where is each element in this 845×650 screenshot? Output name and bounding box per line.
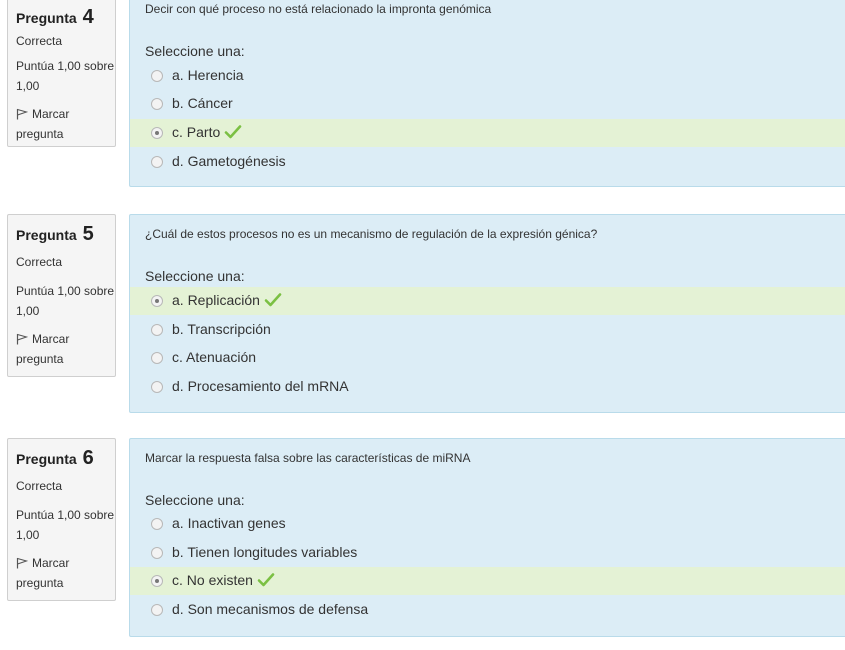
answer-option[interactable] bbox=[130, 90, 845, 118]
question-text: ¿Cuál de estos procesos no es un mecanismo de regulación de la expresión génica? bbox=[145, 227, 598, 241]
answer-option[interactable] bbox=[130, 148, 845, 176]
radio-button[interactable] bbox=[151, 381, 163, 393]
answer-label: d. Procesamiento del mRNA bbox=[172, 378, 349, 394]
question-text: Marcar la respuesta falsa sobre las características de miRNA bbox=[145, 451, 471, 465]
question-state: Correcta bbox=[16, 34, 63, 48]
answer-label: b. Cáncer bbox=[172, 95, 233, 111]
answer-option[interactable] bbox=[130, 316, 845, 344]
question-number: Pregunta 5 bbox=[16, 223, 94, 245]
answer-label: c. Atenuación bbox=[172, 349, 257, 365]
select-prompt: Seleccione una: bbox=[145, 43, 245, 59]
question-info bbox=[7, 0, 116, 147]
question-state: Correcta bbox=[16, 479, 63, 493]
flag-question-link[interactable] bbox=[16, 104, 116, 144]
flag-icon bbox=[16, 333, 28, 345]
question-content bbox=[129, 0, 845, 187]
check-icon bbox=[224, 124, 242, 140]
question-4 bbox=[0, 0, 845, 197]
select-prompt: Seleccione una: bbox=[145, 268, 245, 284]
answer-label: d. Son mecanismos de defensa bbox=[172, 601, 369, 617]
answer-option[interactable] bbox=[130, 596, 845, 624]
flag-label: Marcar pregunta bbox=[16, 332, 70, 366]
flag-label: Marcar pregunta bbox=[16, 556, 70, 590]
radio-button[interactable] bbox=[151, 604, 163, 616]
radio-button-checked[interactable] bbox=[151, 575, 163, 587]
radio-button[interactable] bbox=[151, 547, 163, 559]
question-5 bbox=[0, 214, 845, 414]
radio-button-checked[interactable] bbox=[151, 295, 163, 307]
question-grade: Puntúa 1,00 sobre 1,00 bbox=[16, 284, 115, 318]
check-icon bbox=[264, 292, 282, 308]
answer-option[interactable] bbox=[130, 373, 845, 401]
question-number: Pregunta 4 bbox=[16, 6, 94, 28]
answer-label: a. Replicación bbox=[172, 292, 282, 308]
answer-option-correct[interactable] bbox=[130, 287, 845, 315]
question-grade: Puntúa 1,00 sobre 1,00 bbox=[16, 59, 115, 93]
flag-icon bbox=[16, 108, 28, 120]
answer-option[interactable] bbox=[130, 539, 845, 567]
question-text: Decir con qué proceso no está relacionado la impronta genómica bbox=[145, 2, 492, 16]
question-info bbox=[7, 438, 116, 601]
answer-label: c. No existen bbox=[172, 572, 275, 588]
flag-label: Marcar pregunta bbox=[16, 107, 70, 141]
question-info bbox=[7, 214, 116, 377]
radio-button[interactable] bbox=[151, 324, 163, 336]
radio-button-checked[interactable] bbox=[151, 127, 163, 139]
answer-option[interactable] bbox=[130, 344, 845, 372]
radio-button[interactable] bbox=[151, 98, 163, 110]
question-number: Pregunta 6 bbox=[16, 447, 94, 469]
flag-question-link[interactable] bbox=[16, 553, 116, 593]
question-6 bbox=[0, 438, 845, 638]
flag-question-link[interactable] bbox=[16, 329, 116, 369]
radio-button[interactable] bbox=[151, 352, 163, 364]
answer-label: d. Gametogénesis bbox=[172, 153, 286, 169]
answer-label: b. Tienen longitudes variables bbox=[172, 544, 358, 560]
answer-label: b. Transcripción bbox=[172, 321, 271, 337]
answer-option[interactable] bbox=[130, 62, 845, 90]
answer-option-correct[interactable] bbox=[130, 567, 845, 595]
check-icon bbox=[257, 572, 275, 588]
radio-button[interactable] bbox=[151, 518, 163, 530]
select-prompt: Seleccione una: bbox=[145, 492, 245, 508]
radio-button[interactable] bbox=[151, 156, 163, 168]
question-content bbox=[129, 214, 845, 413]
question-grade: Puntúa 1,00 sobre 1,00 bbox=[16, 508, 115, 542]
answer-label: c. Parto bbox=[172, 124, 242, 140]
answer-label: a. Herencia bbox=[172, 67, 244, 83]
flag-icon bbox=[16, 557, 28, 569]
answer-option-correct[interactable] bbox=[130, 119, 845, 147]
radio-button[interactable] bbox=[151, 70, 163, 82]
answer-label: a. Inactivan genes bbox=[172, 515, 286, 531]
answer-option[interactable] bbox=[130, 510, 845, 538]
question-content bbox=[129, 438, 845, 637]
question-state: Correcta bbox=[16, 255, 63, 269]
